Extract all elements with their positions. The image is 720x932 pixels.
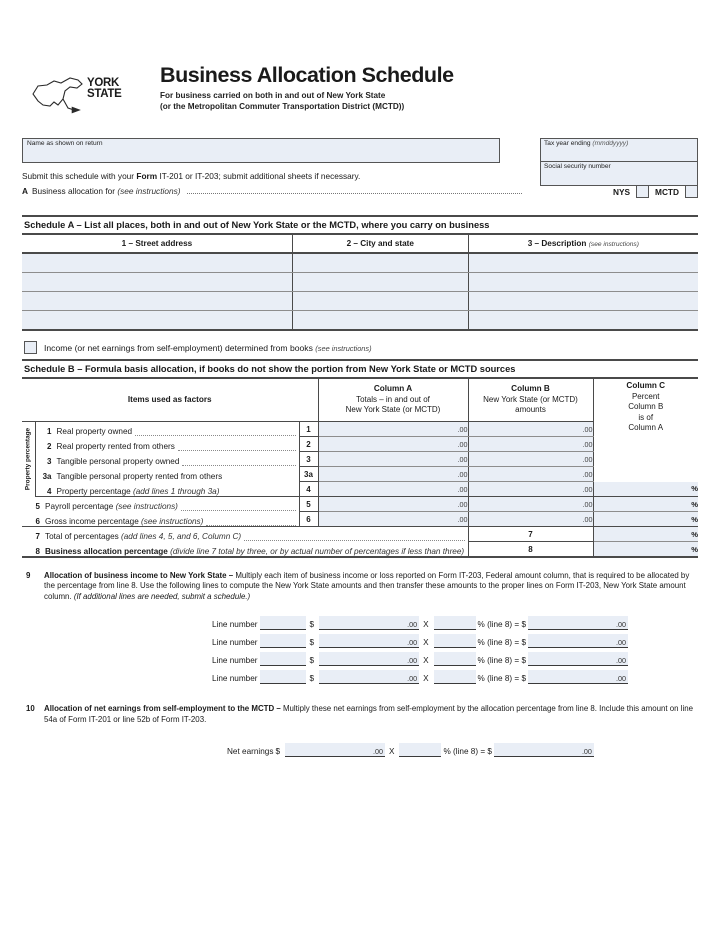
title-block <box>160 64 454 112</box>
table-row <box>22 527 698 542</box>
result-amount-input[interactable]: .00 <box>528 616 628 630</box>
table-row <box>22 292 698 311</box>
line-box-6: 6 <box>299 512 318 527</box>
multiply-sign: X <box>423 674 429 684</box>
multiply-sign: X <box>423 620 429 630</box>
percent-line-4[interactable]: % <box>593 482 698 497</box>
line-9-number: 9 <box>26 571 31 580</box>
line-9-calc-row <box>22 648 698 666</box>
multiply-sign: X <box>423 638 429 648</box>
amount-a-line-5[interactable]: .00 <box>318 497 468 512</box>
amount-a-line-3a[interactable]: .00 <box>318 467 468 482</box>
form-header <box>22 0 698 132</box>
name-field-label: Name as shown on return <box>27 140 103 147</box>
schedule-a-cell-description[interactable] <box>468 253 698 273</box>
line-10-text <box>44 704 698 725</box>
percent-line8-equals: % (line 8) = $ <box>477 674 527 684</box>
logo-wordmark <box>87 78 122 99</box>
schedule-a-cell-description[interactable] <box>468 273 698 292</box>
line-number-input[interactable] <box>260 652 306 666</box>
result-amount-input[interactable]: .00 <box>528 670 628 684</box>
table-row <box>22 452 698 467</box>
nys-checkbox[interactable] <box>636 185 649 198</box>
schedule-b-item-6: 6 Gross income percentage (see instructions) <box>22 512 299 527</box>
tax-year-ending-label: Tax year ending (mmddyyyy) <box>544 140 629 147</box>
line-9-instructions <box>22 571 698 602</box>
schedule-a-cell-city[interactable] <box>292 292 468 311</box>
line-a-leader <box>187 186 522 194</box>
line-number-input[interactable] <box>260 616 306 630</box>
line-10-bold-lead: Allocation of net earnings from self-employment to the MCTD – <box>44 704 281 714</box>
amount-b-line-1[interactable]: .00 <box>468 422 593 437</box>
leader-dots <box>244 533 464 541</box>
federal-amount-input[interactable]: .00 <box>319 652 419 666</box>
name-row <box>22 138 698 165</box>
amount-a-line-3[interactable]: .00 <box>318 452 468 467</box>
line-box-7: 7 <box>468 527 593 542</box>
form-subtitle-line2: (or the Metropolitan Commuter Transportation District (MCTD)) <box>160 102 405 111</box>
line-9-computation-rows <box>22 612 698 684</box>
leader-dots <box>135 428 295 436</box>
mctd-checkbox[interactable] <box>685 185 698 198</box>
table-row <box>22 497 698 512</box>
schedule-a-cell-address[interactable] <box>22 311 292 331</box>
dollar-sign: $ <box>275 747 280 757</box>
dollar-sign: $ <box>309 620 315 630</box>
amount-a-line-4[interactable]: .00 <box>318 482 468 497</box>
schedule-a-cell-city[interactable] <box>292 273 468 292</box>
line-box-1: 1 <box>299 422 318 437</box>
line-box-8: 8 <box>468 542 593 558</box>
percent-line8-equals: % (line 8) = $ <box>477 656 527 666</box>
schedule-b-column-a-header: Column A Totals – in and out of New York State (or MCTD) <box>318 378 468 422</box>
line-a-text: Business allocation for <box>32 186 116 196</box>
schedule-a-header-row <box>22 234 698 253</box>
line-number-7: 7 <box>35 532 40 542</box>
schedule-a-cell-city[interactable] <box>292 253 468 273</box>
schedule-a-cell-description[interactable] <box>468 292 698 311</box>
amount-b-line-5[interactable]: .00 <box>468 497 593 512</box>
schedule-a-col-description: 3 – Description (see instructions) <box>468 234 698 253</box>
line-9-italic-tail: (If additional lines are needed, submit a schedule.) <box>73 591 251 601</box>
schedule-b-items-header: Items used as factors <box>22 378 318 422</box>
line-9-bold-lead: Allocation of business income to New York State – <box>44 571 234 580</box>
net-earnings-label: Net earnings <box>227 747 274 757</box>
schedule-a-cell-address[interactable] <box>22 273 292 292</box>
percent-line8-equals: % (line 8) = $ <box>477 638 527 648</box>
amount-a-line-2[interactable]: .00 <box>318 437 468 452</box>
new-york-state-outline-icon <box>30 72 86 116</box>
schedule-a-cell-city[interactable] <box>292 311 468 331</box>
line-box-3: 3 <box>299 452 318 467</box>
multiply-sign: X <box>389 747 395 757</box>
line-number-label: Line number <box>212 638 258 648</box>
schedule-a-table <box>22 233 698 331</box>
logo-line-state: STATE <box>87 87 122 100</box>
percentage-input[interactable] <box>434 616 476 630</box>
federal-amount-input[interactable]: .00 <box>319 634 419 648</box>
schedule-a-cell-address[interactable] <box>22 292 292 311</box>
line-9-calc-row <box>22 666 698 684</box>
dollar-sign: $ <box>309 656 315 666</box>
line-10-number: 10 <box>26 704 35 714</box>
percentage-input[interactable] <box>434 634 476 648</box>
schedule-b-heading: Schedule B – Formula basis allocation, if books do not show the portion from New York State or MCTD sources <box>22 359 698 377</box>
social-security-number-label: Social security number <box>544 163 611 170</box>
table-row <box>22 542 698 558</box>
percent-line-6[interactable]: % <box>593 512 698 527</box>
income-from-books-label: Income (or net earnings from self-employment) determined from books (see instructions) <box>44 342 372 353</box>
line-number-8: 8 <box>35 546 40 556</box>
schedule-b-item-8: 8 Business allocation percentage (divide line 7 total by three, or by actual number of percentages if less than three) <box>22 542 468 558</box>
schedule-b-item-5: 5 Payroll percentage (see instructions) <box>22 497 299 512</box>
schedule-b-item-7: 7 Total of percentages (add lines 4, 5, and 6, Column C) <box>22 527 468 542</box>
result-amount-input[interactable]: .00 <box>528 652 628 666</box>
line-box-4: 4 <box>299 482 318 497</box>
table-row <box>22 253 698 273</box>
line-number-2: 2 <box>47 442 52 451</box>
table-row <box>22 482 698 497</box>
mctd-label: MCTD <box>655 186 679 197</box>
income-from-books-checkbox[interactable] <box>24 341 37 354</box>
leader-dots <box>181 503 296 511</box>
federal-amount-input[interactable]: .00 <box>319 670 419 684</box>
line-10-calc-row <box>22 739 698 757</box>
schedule-b-header-row <box>22 378 698 422</box>
percent-line-7[interactable]: % <box>593 527 698 542</box>
schedule-a-col-street-address: 1 – Street address <box>22 234 292 253</box>
property-percentage-side-label: Property percentage <box>22 422 35 497</box>
form-subtitle-line1: For business carried on both in and out of New York State <box>160 91 386 100</box>
percent-line8-equals: % (line 8) = $ <box>443 747 492 757</box>
line-number-input[interactable] <box>260 634 306 648</box>
line-number-1: 1 <box>47 427 52 437</box>
amount-a-line-6[interactable]: .00 <box>318 512 468 527</box>
line-10-body: Multiply these net earnings from self-employment by the allocation percentage from line 8. Include this amount on line 54a of Form IT-201 or line 52b of Form IT-203. <box>44 704 694 724</box>
net-earnings-input[interactable]: .00 <box>285 743 385 757</box>
line-a-letter: A <box>22 186 28 196</box>
federal-amount-input[interactable]: .00 <box>319 616 419 630</box>
net-earnings-result-input[interactable]: .00 <box>494 743 594 757</box>
schedule-b-table <box>22 377 698 558</box>
percentage-input[interactable] <box>434 670 476 684</box>
amount-b-line-3a[interactable]: .00 <box>468 467 593 482</box>
line-number-3: 3 <box>47 457 52 466</box>
line-box-3a: 3a <box>299 467 318 482</box>
line-number-6: 6 <box>35 516 40 526</box>
line-number-label: Line number <box>212 656 258 666</box>
leader-dots <box>182 458 295 466</box>
percent-line8-equals: % (line 8) = $ <box>477 620 527 630</box>
table-row <box>22 311 698 331</box>
schedule-b-column-b-header: Column B New York State (or MCTD) amounts <box>468 378 593 422</box>
schedule-a-heading: Schedule A – List all places, both in and out of New York State or the MCTD, where you carry on business <box>22 215 698 233</box>
line-box-2: 2 <box>299 437 318 452</box>
nys-label: NYS <box>612 186 631 197</box>
line-9-calc-row <box>22 612 698 630</box>
line-number-label: Line number <box>212 620 258 630</box>
ny-state-logo <box>30 68 148 116</box>
line-10-instructions <box>22 704 698 725</box>
dollar-sign: $ <box>309 674 315 684</box>
line-9-body: Multiply each item of business income or loss reported on Form IT-203, Federal amount column, that is required to be allocated by the percentage from line 8. Use the following lines to compute the New York State amounts and then transfer these amounts to the proper lines on Form IT-203, New York State amount column. <box>44 571 690 601</box>
line-number-3a: 3a <box>42 472 52 481</box>
line-a-hint: (see instructions) <box>117 186 181 196</box>
line-number-label: Line number <box>212 674 258 684</box>
percentage-input[interactable] <box>434 652 476 666</box>
table-row <box>22 512 698 527</box>
line-number-5: 5 <box>35 502 40 512</box>
line-9-text <box>44 571 698 602</box>
leader-dots <box>206 518 295 526</box>
line-9-calc-row <box>22 630 698 648</box>
schedule-a-cell-description[interactable] <box>468 311 698 331</box>
line-number-input[interactable] <box>260 670 306 684</box>
net-earnings-percentage-input[interactable] <box>399 743 441 757</box>
dollar-sign: $ <box>309 638 315 648</box>
percent-line-8[interactable]: % <box>593 542 698 558</box>
schedule-b-item-3a: 3a Tangible personal property rented from others <box>35 467 299 482</box>
amount-a-line-1[interactable]: .00 <box>318 422 468 437</box>
percent-line-5[interactable]: % <box>593 497 698 512</box>
leader-dots <box>178 443 296 451</box>
submit-pre: Submit this schedule with your <box>22 171 135 181</box>
schedule-b-column-c-header: Column C Percent Column B is of Column A <box>626 381 666 432</box>
schedule-b-item-2: 2 Real property rented from others <box>35 437 299 452</box>
page-title: Business Allocation Schedule <box>160 63 454 87</box>
table-row <box>22 273 698 292</box>
schedule-b-item-1: 1 Real property owned <box>35 422 299 437</box>
line-a-row <box>22 186 698 203</box>
logo-line-york: YORK <box>87 77 120 89</box>
multiply-sign: X <box>423 656 429 666</box>
schedule-b-item-4: 4 Property percentage (add lines 1 through 3a) <box>35 482 299 497</box>
schedule-b-item-3: 3 Tangible personal property owned <box>35 452 299 467</box>
social-security-number-field[interactable] <box>540 162 698 186</box>
amount-b-line-2[interactable]: .00 <box>468 437 593 452</box>
schedule-a-col-city-state: 2 – City and state <box>292 234 468 253</box>
name-as-shown-on-return-input[interactable] <box>22 138 500 163</box>
allocation-target-checkboxes <box>613 185 698 198</box>
table-row <box>22 467 698 482</box>
result-amount-input[interactable]: .00 <box>528 634 628 648</box>
line-number-4: 4 <box>47 486 52 496</box>
line-box-5: 5 <box>299 497 318 512</box>
amount-b-line-6[interactable]: .00 <box>468 512 593 527</box>
submit-post: IT-201 or IT-203; submit additional sheets if necessary. <box>159 171 361 181</box>
income-determined-from-books-row <box>22 341 698 354</box>
submit-form-word: Form <box>136 171 158 181</box>
schedule-a-body <box>22 253 698 330</box>
schedule-a-cell-address[interactable] <box>22 253 292 273</box>
amount-b-line-3[interactable]: .00 <box>468 452 593 467</box>
amount-b-line-4[interactable]: .00 <box>468 482 593 497</box>
